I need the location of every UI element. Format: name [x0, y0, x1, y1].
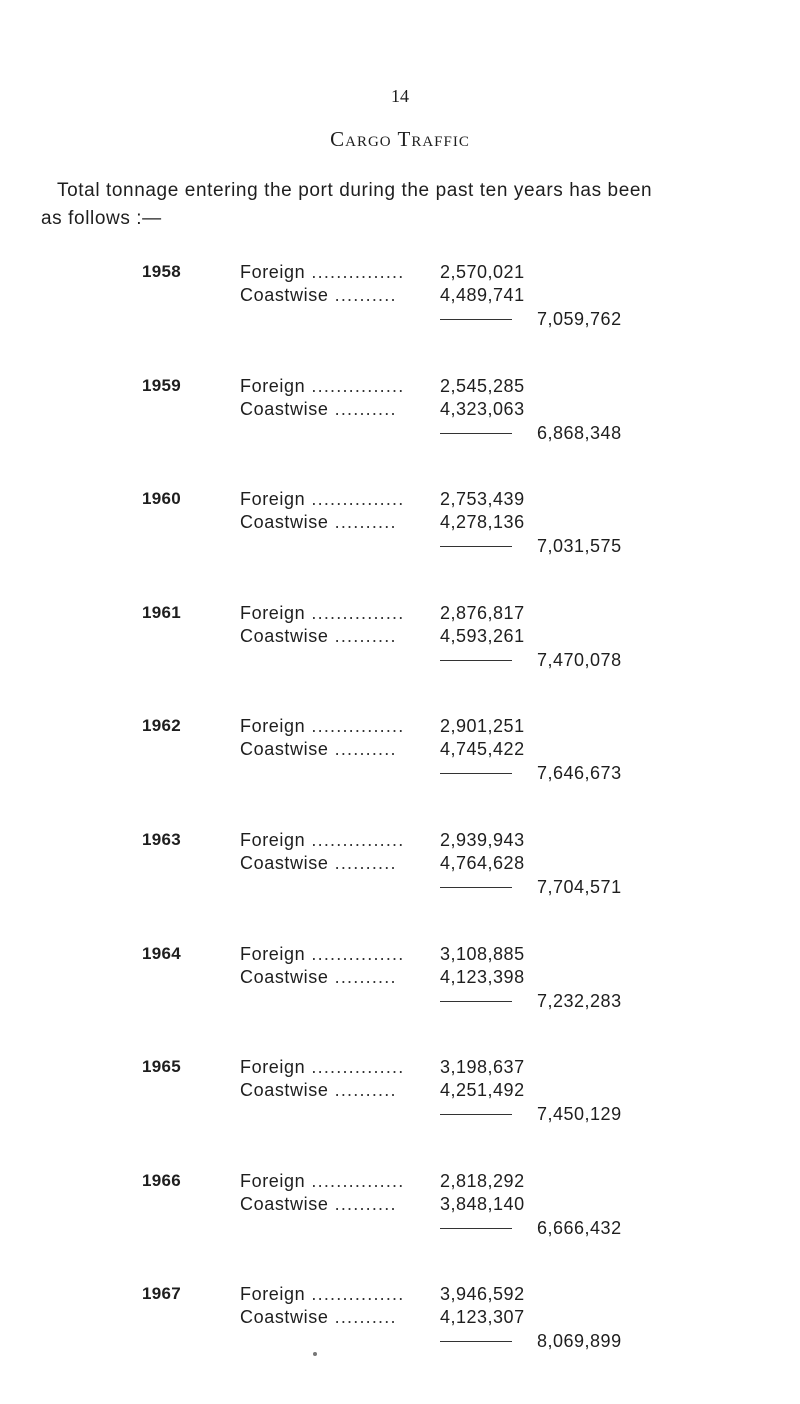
- total-value: 6,666,432: [537, 1217, 622, 1238]
- year-label: 1959: [142, 375, 182, 395]
- coastwise-label: [240, 853, 397, 874]
- coastwise-label: [240, 1080, 397, 1101]
- year-block: [0, 603, 800, 723]
- coastwise-label: [240, 1307, 397, 1328]
- leader-dots: ...............: [305, 262, 405, 282]
- foreign-value: 3,198,637: [440, 1057, 525, 1078]
- foreign-label-text: Foreign: [240, 1057, 306, 1078]
- coastwise-value: 4,323,063: [440, 398, 525, 419]
- coastwise-label-text: Coastwise: [240, 1307, 329, 1328]
- year-block: [0, 1057, 800, 1177]
- coastwise-value: 4,489,741: [440, 285, 525, 305]
- foreign-label: [240, 1171, 404, 1192]
- intro-line-2: as follows :—: [41, 208, 162, 229]
- year-label: 1963: [142, 830, 182, 849]
- year-block: [0, 716, 800, 836]
- leader-dots: ..........: [328, 739, 397, 760]
- sum-rule: [440, 1228, 512, 1229]
- foreign-label: [240, 944, 404, 965]
- total-value: 7,059,762: [537, 309, 622, 329]
- year-block: [0, 944, 800, 1064]
- coastwise-label-text: Coastwise: [240, 398, 329, 419]
- year-block: [0, 830, 800, 950]
- intro-line-1: Total tonnage entering the port during the past ten years has been: [57, 180, 653, 201]
- foreign-label-text: Foreign: [240, 262, 306, 282]
- sum-rule: [440, 1001, 512, 1002]
- leader-dots: ...............: [305, 1057, 405, 1078]
- total-value: 7,232,283: [537, 990, 622, 1011]
- sum-rule: [440, 433, 512, 434]
- coastwise-label: [240, 1194, 397, 1215]
- year-label: 1958: [142, 262, 182, 281]
- leader-dots: ..........: [328, 398, 397, 419]
- coastwise-label-text: Coastwise: [240, 739, 329, 760]
- coastwise-label: [240, 285, 397, 306]
- foreign-label: [240, 716, 404, 737]
- leader-dots: ...............: [305, 1170, 405, 1191]
- stray-mark: [313, 1352, 317, 1356]
- year-block: [0, 376, 800, 496]
- foreign-label-text: Foreign: [240, 1170, 306, 1191]
- foreign-label: [240, 489, 404, 510]
- coastwise-label-text: Coastwise: [240, 1193, 329, 1214]
- foreign-value: 2,545,285: [440, 375, 525, 396]
- sum-rule: [440, 1114, 512, 1115]
- leader-dots: ..........: [328, 853, 397, 873]
- leader-dots: ...............: [305, 489, 405, 510]
- leader-dots: ..........: [328, 1080, 397, 1101]
- foreign-label-text: Foreign: [240, 489, 306, 510]
- leader-dots: ..........: [328, 512, 397, 533]
- coastwise-label: [240, 626, 397, 647]
- foreign-label: [240, 1057, 404, 1078]
- year-label: 1966: [142, 1170, 182, 1190]
- foreign-label: [240, 603, 404, 624]
- leader-dots: ..........: [328, 625, 397, 646]
- coastwise-value: 4,745,422: [440, 739, 525, 760]
- total-value: 7,450,129: [537, 1104, 622, 1125]
- sum-rule: [440, 887, 512, 888]
- leader-dots: ..........: [328, 1307, 397, 1328]
- coastwise-value: 3,848,140: [440, 1193, 525, 1214]
- coastwise-label: [240, 399, 397, 420]
- year-label: 1964: [142, 943, 182, 963]
- sum-rule: [440, 1341, 512, 1342]
- year-label: 1960: [142, 489, 182, 509]
- foreign-value: 3,946,592: [440, 1284, 525, 1305]
- foreign-label-text: Foreign: [240, 602, 306, 623]
- leader-dots: ...............: [305, 375, 405, 396]
- foreign-value: 2,753,439: [440, 489, 525, 510]
- foreign-label-text: Foreign: [240, 375, 306, 396]
- sum-rule: [440, 773, 512, 774]
- sum-rule: [440, 660, 512, 661]
- leader-dots: ...............: [305, 1284, 405, 1305]
- year-label: 1961: [142, 602, 182, 622]
- coastwise-label-text: Coastwise: [240, 285, 329, 305]
- coastwise-label-text: Coastwise: [240, 512, 329, 533]
- foreign-value: 2,939,943: [440, 830, 525, 850]
- foreign-label: [240, 376, 404, 397]
- leader-dots: ...............: [305, 943, 405, 964]
- year-label: 1962: [142, 716, 182, 736]
- foreign-value: 3,108,885: [440, 943, 525, 964]
- foreign-label: [240, 1284, 404, 1305]
- sum-rule: [440, 319, 512, 320]
- sum-rule: [440, 546, 512, 547]
- intro-paragraph: [41, 177, 781, 233]
- coastwise-value: 4,251,492: [440, 1080, 525, 1101]
- foreign-value: 2,570,021: [440, 262, 525, 282]
- page-number: 14: [391, 86, 409, 106]
- coastwise-label-text: Coastwise: [240, 966, 329, 987]
- coastwise-value: 4,593,261: [440, 625, 525, 646]
- leader-dots: ...............: [305, 830, 405, 850]
- foreign-label-text: Foreign: [240, 943, 306, 964]
- coastwise-label: [240, 512, 397, 533]
- foreign-label-text: Foreign: [240, 1284, 306, 1305]
- total-value: 8,069,899: [537, 1331, 622, 1352]
- total-value: 7,470,078: [537, 649, 622, 670]
- page-title: Cargo Traffic: [330, 127, 470, 151]
- year-label: 1965: [142, 1057, 182, 1077]
- coastwise-label: [240, 967, 397, 988]
- year-block: [0, 262, 800, 382]
- coastwise-label-text: Coastwise: [240, 625, 329, 646]
- foreign-label: [240, 262, 404, 283]
- foreign-value: 2,901,251: [440, 716, 525, 737]
- leader-dots: ...............: [305, 716, 405, 737]
- coastwise-value: 4,123,307: [440, 1307, 525, 1328]
- coastwise-label-text: Coastwise: [240, 1080, 329, 1101]
- total-value: 7,646,673: [537, 763, 622, 784]
- leader-dots: ..........: [328, 966, 397, 987]
- coastwise-label-text: Coastwise: [240, 853, 329, 873]
- total-value: 6,868,348: [537, 422, 622, 443]
- year-block: [0, 1284, 800, 1404]
- foreign-label-text: Foreign: [240, 830, 306, 850]
- year-label: 1967: [142, 1284, 182, 1304]
- leader-dots: ...............: [305, 602, 405, 623]
- foreign-label: [240, 830, 404, 851]
- leader-dots: ..........: [328, 1193, 397, 1214]
- coastwise-value: 4,278,136: [440, 512, 525, 533]
- foreign-value: 2,818,292: [440, 1170, 525, 1191]
- year-block: [0, 1171, 800, 1291]
- coastwise-value: 4,123,398: [440, 966, 525, 987]
- total-value: 7,031,575: [537, 536, 622, 557]
- foreign-value: 2,876,817: [440, 602, 525, 623]
- total-value: 7,704,571: [537, 877, 622, 897]
- leader-dots: ..........: [328, 285, 397, 305]
- coastwise-label: [240, 739, 397, 760]
- foreign-label-text: Foreign: [240, 716, 306, 737]
- year-block: [0, 489, 800, 609]
- coastwise-value: 4,764,628: [440, 853, 525, 873]
